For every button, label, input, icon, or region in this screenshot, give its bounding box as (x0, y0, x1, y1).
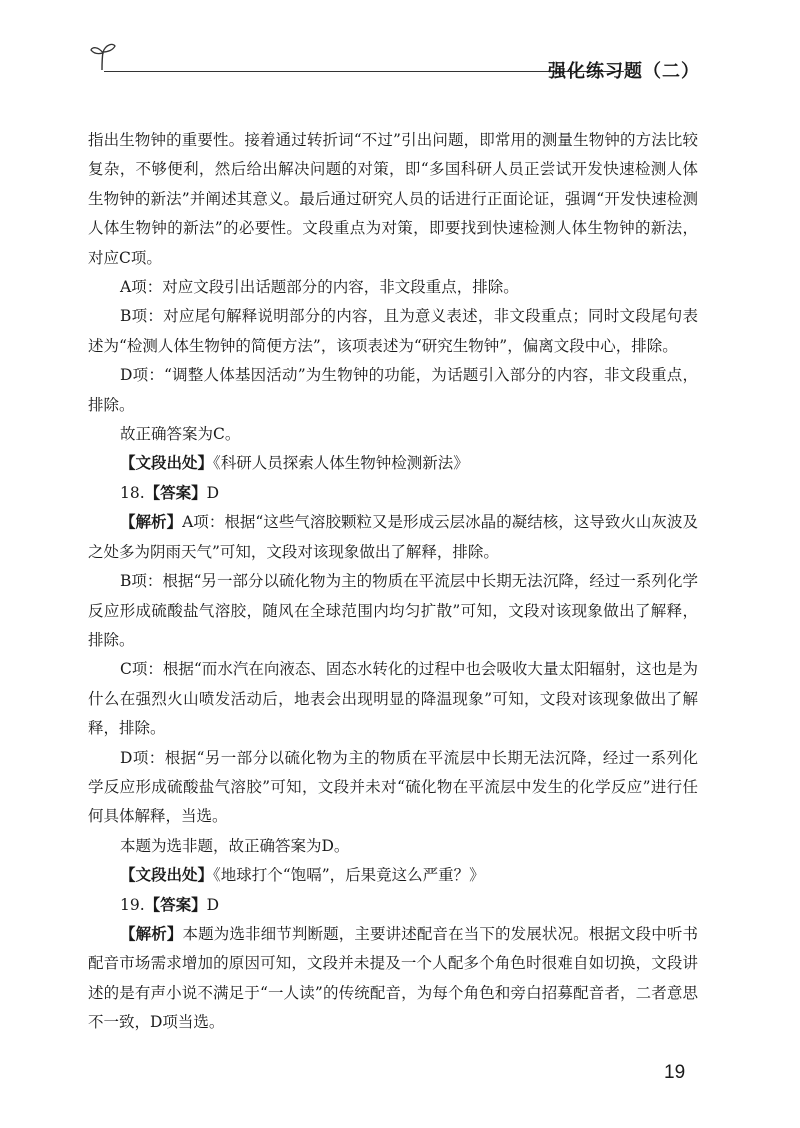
header-rule (104, 71, 624, 72)
answer-value: D (206, 483, 220, 502)
q18-answer (88, 479, 698, 508)
q17-source (88, 449, 698, 478)
analysis-label: 【解析】 (120, 513, 183, 532)
page-body (88, 126, 698, 1038)
analysis-label: 【解析】 (120, 924, 183, 943)
q19-answer (88, 891, 698, 920)
source-label: 【文段出处】 (120, 866, 214, 885)
q18-analysis-b: B项：根据“另一部分以硫化物为主的物质在平流层中长期无法沉降，经过一系列化学反应形成硫酸盐气溶胶，随风在全球范围内均匀扩散”可知，文段对该现象做出了解释，排除。 (88, 572, 698, 649)
analysis-text: A项：根据“这些气溶胶颗粒又是形成云层冰晶的凝结核，这导致火山灰波及之处多为阴雨天气”可知，文段对该现象做出了解释，排除。 (88, 513, 698, 561)
source-label: 【文段出处】 (120, 454, 214, 473)
answer-value: D (206, 895, 220, 914)
question-number: 18. (120, 483, 145, 502)
q18-analysis-d: D项：根据“另一部分以硫化物为主的物质在平流层中长期无法沉降，经过一系列化学反应形成硫酸盐气溶胶”可知，文段并未对“硫化物在平流层中发生的化学反应”进行任何具体解释，当选。 (88, 748, 698, 826)
source-title: 《地球打个“饱嗝”，后果竟这么严重？》 (213, 866, 485, 885)
q18-source (88, 861, 698, 890)
page-number: 19 (664, 1062, 686, 1083)
option-a-analysis: A项：对应文段引出话题部分的内容，非文段重点，排除。 (120, 278, 519, 297)
option-b-analysis: B项：对应尾句解释说明部分的内容，且为意义表述，非文段重点；同时文段尾句表述为“检测人体生物钟的简便方法”，该项表述为“研究生物钟”，偏离文段中心，排除。 (88, 307, 698, 355)
q18-analysis-a (88, 508, 698, 567)
option-d-analysis: D项：“调整人体基因活动”为生物钟的功能，为话题引入部分的内容，非文段重点，排除。 (88, 366, 698, 414)
q18-conclusion: 本题为选非题，故正确答案为D。 (120, 836, 350, 855)
sprout-icon (88, 40, 118, 72)
paragraph-continuation: 指出生物钟的重要性。接着通过转折词“不过”引出问题，即常用的测量生物钟的方法比较复杂，不够便利，然后给出解决问题的对策，即“多国科研人员正尝试开发快速检测人体生物钟的新法”并阐述其意义。最后通过研究人员的话进行正面论证，强调“开发快速检测人体生物钟的新法”的必要性。文段重点为对策，即要找到快速检测人体生物钟的新法，对应C项。 (88, 131, 698, 267)
page-header (88, 40, 700, 80)
q17-conclusion: 故正确答案为C。 (120, 425, 241, 444)
q19-analysis (88, 920, 698, 1038)
analysis-text: 本题为选非细节判断题，主要讲述配音在当下的发展状况。根据文段中听书配音市场需求增加的原因可知，文段并未提及一个人配多个角色时很难自如切换，文段讲述的是有声小说不满足于“一人读”的传统配音，为每个角色和旁白招募配音者，二者意思不一致，D项当选。 (88, 924, 698, 1032)
question-number: 19. (120, 895, 145, 914)
header-title: 强化练习题（二） (548, 61, 700, 82)
answer-label: 【答案】 (144, 483, 207, 502)
source-title: 《科研人员探索人体生物钟检测新法》 (213, 454, 469, 473)
answer-label: 【答案】 (144, 895, 207, 914)
q18-analysis-c: C项：根据“而水汽在向液态、固态水转化的过程中也会吸收大量太阳辐射，这也是为什么在强烈火山喷发活动后，地表会出现明显的降温现象”可知，文段对该现象做出了解释，排除。 (88, 660, 698, 738)
